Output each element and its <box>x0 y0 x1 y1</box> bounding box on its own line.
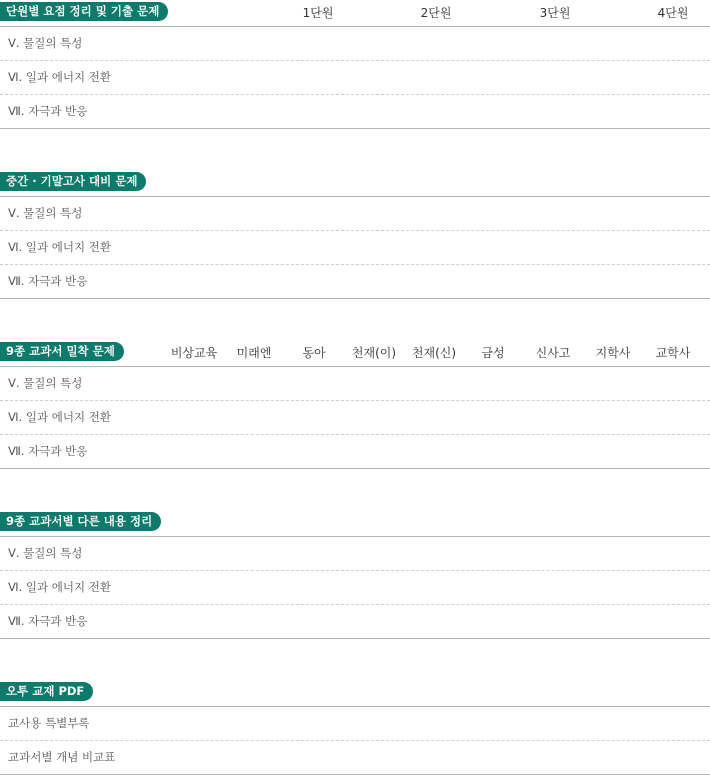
list-item[interactable]: Ⅵ. 일과 에너지 전환 <box>0 571 710 605</box>
list-item[interactable]: Ⅵ. 일과 에너지 전환 <box>0 231 710 265</box>
list-item[interactable]: Ⅴ. 물질의 특성 <box>0 197 710 231</box>
list-item[interactable]: Ⅵ. 일과 에너지 전환 <box>0 401 710 435</box>
col-publisher[interactable]: 신사고 <box>535 346 571 360</box>
section-title: 9종 교과서 밀착 문제 <box>0 342 124 361</box>
row-list <box>0 536 710 639</box>
list-item[interactable]: Ⅶ. 자극과 반응 <box>0 95 710 129</box>
section-unit-summary <box>0 0 710 129</box>
section-title: 9종 교과서별 다른 내용 정리 <box>0 512 161 531</box>
row-list <box>0 196 710 299</box>
col-unit-3[interactable]: 3단원 <box>539 6 571 20</box>
col-unit-1[interactable]: 1단원 <box>302 6 334 20</box>
section-header <box>0 680 710 706</box>
col-unit-4[interactable]: 4단원 <box>657 6 689 20</box>
section-title: 단원별 요점 정리 및 기출 문제 <box>0 2 168 21</box>
row-list <box>0 366 710 469</box>
col-publisher[interactable]: 지학사 <box>595 346 631 360</box>
section-header <box>0 510 710 536</box>
col-unit-2[interactable]: 2단원 <box>420 6 452 20</box>
col-publisher[interactable]: 금성 <box>481 346 505 360</box>
list-item[interactable]: 교과서별 개념 비교표 <box>0 741 710 775</box>
list-item[interactable]: Ⅶ. 자극과 반응 <box>0 265 710 299</box>
col-publisher[interactable]: 동아 <box>302 346 326 360</box>
col-publisher[interactable]: 비상교육 <box>170 346 218 360</box>
section-title: 중간 · 기말고사 대비 문제 <box>0 172 146 191</box>
list-item[interactable]: Ⅶ. 자극과 반응 <box>0 435 710 469</box>
col-publisher[interactable]: 천재(이) <box>351 346 397 360</box>
section-header <box>0 0 710 26</box>
list-item[interactable]: Ⅵ. 일과 에너지 전환 <box>0 61 710 95</box>
list-item[interactable]: Ⅴ. 물질의 특성 <box>0 27 710 61</box>
col-publisher[interactable]: 교학사 <box>655 346 691 360</box>
section-exam-prep <box>0 170 710 299</box>
section-title: 오투 교재 PDF <box>0 682 93 701</box>
row-list <box>0 26 710 129</box>
section-pdf <box>0 680 710 775</box>
section-header <box>0 170 710 196</box>
list-item[interactable]: Ⅴ. 물질의 특성 <box>0 367 710 401</box>
section-textbook-questions <box>0 340 710 469</box>
section-textbook-differences <box>0 510 710 639</box>
row-list <box>0 706 710 775</box>
col-publisher[interactable]: 미래엔 <box>236 346 272 360</box>
section-header <box>0 340 710 366</box>
list-item[interactable]: 교사용 특별부록 <box>0 707 710 741</box>
col-publisher[interactable]: 천재(신) <box>411 346 457 360</box>
list-item[interactable]: Ⅴ. 물질의 특성 <box>0 537 710 571</box>
list-item[interactable]: Ⅶ. 자극과 반응 <box>0 605 710 639</box>
